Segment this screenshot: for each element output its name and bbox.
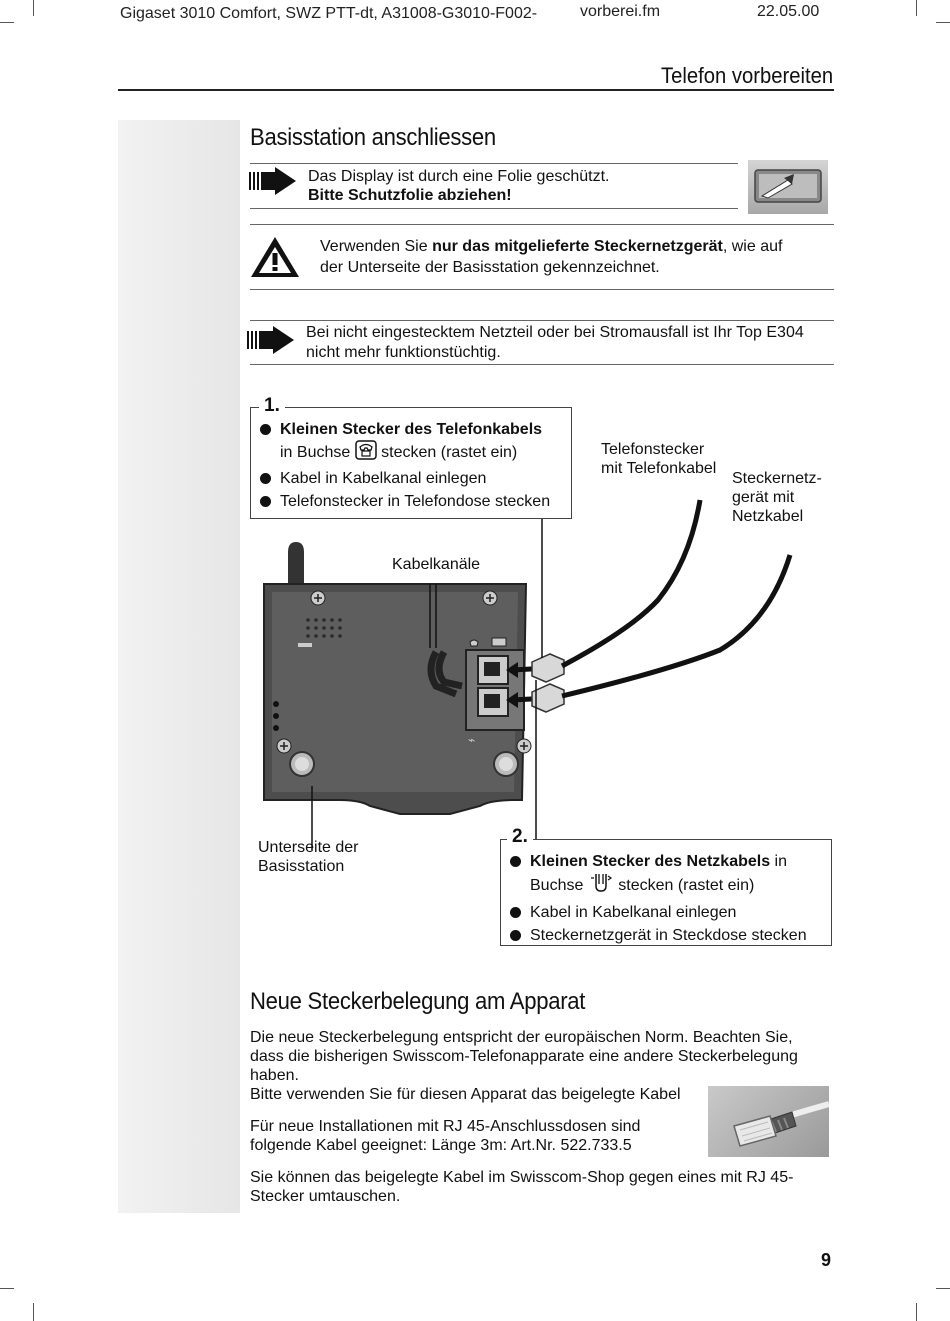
- step1-bullet1-pre: in Buchse: [280, 444, 355, 461]
- note2-line2: nicht mehr funktionstüchtig.: [306, 344, 501, 361]
- page-number: 9: [821, 1250, 832, 1270]
- label-telefonstecker-2: mit Telefonkabel: [601, 460, 717, 477]
- crop-mark: [936, 1288, 950, 1289]
- label-kabelkanaele: Kabelkanäle: [392, 556, 481, 573]
- s2-p2-l1: Für neue Installationen mit RJ 45-Anschlussdosen sind: [250, 1118, 641, 1135]
- label-unterseite-1: Unterseite der: [258, 839, 359, 856]
- step1-bullet1-post: stecken (rastet ein): [376, 444, 518, 461]
- s2-p3-l1: Sie können das beigelegte Kabel im Swisscom-Shop gegen eines mit RJ 45-: [250, 1169, 794, 1186]
- step1-bullet1: [260, 419, 570, 466]
- bullet-dot: [260, 496, 271, 507]
- step1-bullet1-bold: Kleinen Stecker des Telefonkabels: [280, 421, 543, 438]
- step2-bullet1: [510, 851, 830, 900]
- crop-mark: [0, 22, 14, 23]
- step2-bullet1-pre: Buchse: [530, 877, 588, 894]
- note1-line1: Das Display ist durch eine Folie geschützt.: [308, 168, 610, 185]
- section-title-basisstation: Basisstation anschliessen: [250, 124, 496, 151]
- note2-line1: Bei nicht eingestecktem Netzteil oder bei Stromausfall ist Ihr Top E304: [306, 324, 804, 341]
- crop-mark: [916, 1303, 917, 1321]
- note2-rule-bottom: [250, 364, 834, 365]
- step2-list: [510, 851, 830, 946]
- label-telefonstecker-1: Telefonstecker: [601, 441, 705, 458]
- bullet-dot: [510, 856, 521, 867]
- warning-pre: Verwenden Sie: [320, 238, 433, 255]
- note2-rule-top: [250, 320, 834, 321]
- crop-mark: [33, 1303, 34, 1321]
- step2-number: 2.: [507, 826, 533, 848]
- label-netzgeraet-2: gerät mit: [732, 489, 795, 506]
- bullet-dot: [260, 473, 271, 484]
- header-file: vorberei.fm: [580, 3, 661, 20]
- step2-bullet3-text: Steckernetzgerät in Steckdose stecken: [530, 927, 807, 944]
- step1-bullet1-text: [280, 419, 542, 466]
- step2-bullet1-after: in: [770, 853, 788, 870]
- s2-p1-l3: haben.: [250, 1067, 299, 1084]
- warning-post: , wie auf: [722, 238, 783, 255]
- step1-bullet3-text: Telefonstecker in Telefondose stecken: [280, 493, 551, 510]
- step2-bullet1-bold: Kleinen Stecker des Netzkabels: [530, 853, 771, 870]
- s2-p1-l1: Die neue Steckerbelegung entspricht der europäischen Norm. Beachten Sie,: [250, 1029, 793, 1046]
- arrow-note-icon: [249, 167, 297, 200]
- step2-bullet2-text: Kabel in Kabelkanal einlegen: [530, 904, 737, 921]
- crop-mark: [0, 1288, 14, 1289]
- warning-line2: der Unterseite der Basisstation gekennzeichnet.: [320, 259, 660, 276]
- phone-socket-icon: [355, 440, 377, 466]
- s2-p1-l4: Bitte verwenden Sie für diesen Apparat das beigelegte Kabel: [250, 1086, 681, 1103]
- label-unterseite-2: Basisstation: [258, 858, 345, 875]
- step1-number: 1.: [259, 395, 285, 417]
- section-title-steckerbelegung: Neue Steckerbelegung am Apparat: [250, 988, 586, 1015]
- step1-bullet2: [260, 468, 570, 489]
- bullet-dot: [510, 930, 521, 941]
- label-netzgeraet-3: Netzkabel: [732, 508, 804, 525]
- header-rule: [118, 89, 834, 91]
- warning-rule-top: [250, 224, 834, 225]
- s2-p2-l2: folgende Kabel geeignet: Länge 3m: Art.Nr. 522.733.5: [250, 1137, 632, 1154]
- step2-bullet1-post: stecken (rastet ein): [613, 877, 755, 894]
- crop-mark: [936, 22, 950, 23]
- warning-bold: nur das mitgelieferte Steckernetzgerät: [432, 238, 723, 255]
- step1-bullet2-text: Kabel in Kabelkanal einlegen: [280, 470, 487, 487]
- note-rule-bottom: [250, 208, 738, 209]
- warning-rule-bottom: [250, 289, 834, 290]
- step2-bullet3: [510, 925, 830, 946]
- crop-mark: [916, 0, 917, 16]
- margin-band: [118, 120, 240, 1213]
- crop-mark: [33, 0, 34, 16]
- display-film-icon: [748, 160, 828, 214]
- rj45-cable-icon: [708, 1086, 829, 1157]
- bullet-dot: [510, 907, 521, 918]
- step1-bullet3: [260, 491, 570, 512]
- s2-p1-l2: dass die bisherigen Swisscom-Telefonapparate eine andere Steckerbelegung: [250, 1048, 798, 1065]
- svg-text:⌁: ⌁: [468, 733, 476, 747]
- header-date: 22.05.00: [757, 3, 820, 20]
- s2-p3-l2: Stecker umtauschen.: [250, 1188, 401, 1205]
- step2-bullet2: [510, 902, 830, 923]
- step2-bullet1-text: [530, 851, 787, 900]
- power-socket-icon: [588, 872, 614, 900]
- label-netzgeraet-1: Steckernetz-: [732, 470, 822, 487]
- bullet-dot: [260, 424, 271, 435]
- note-rule-top: [250, 163, 738, 164]
- step1-list: [260, 419, 570, 512]
- warning-triangle-icon: [249, 235, 301, 284]
- warning-line1: [320, 237, 782, 256]
- arrow-note-icon: [247, 326, 295, 359]
- header-doc-id: Gigaset 3010 Comfort, SWZ PTT-dt, A31008-G3010-F002-: [120, 5, 538, 22]
- note1-line2: Bitte Schutzfolie abziehen!: [308, 187, 512, 204]
- chapter-title: Telefon vorbereiten: [660, 63, 833, 88]
